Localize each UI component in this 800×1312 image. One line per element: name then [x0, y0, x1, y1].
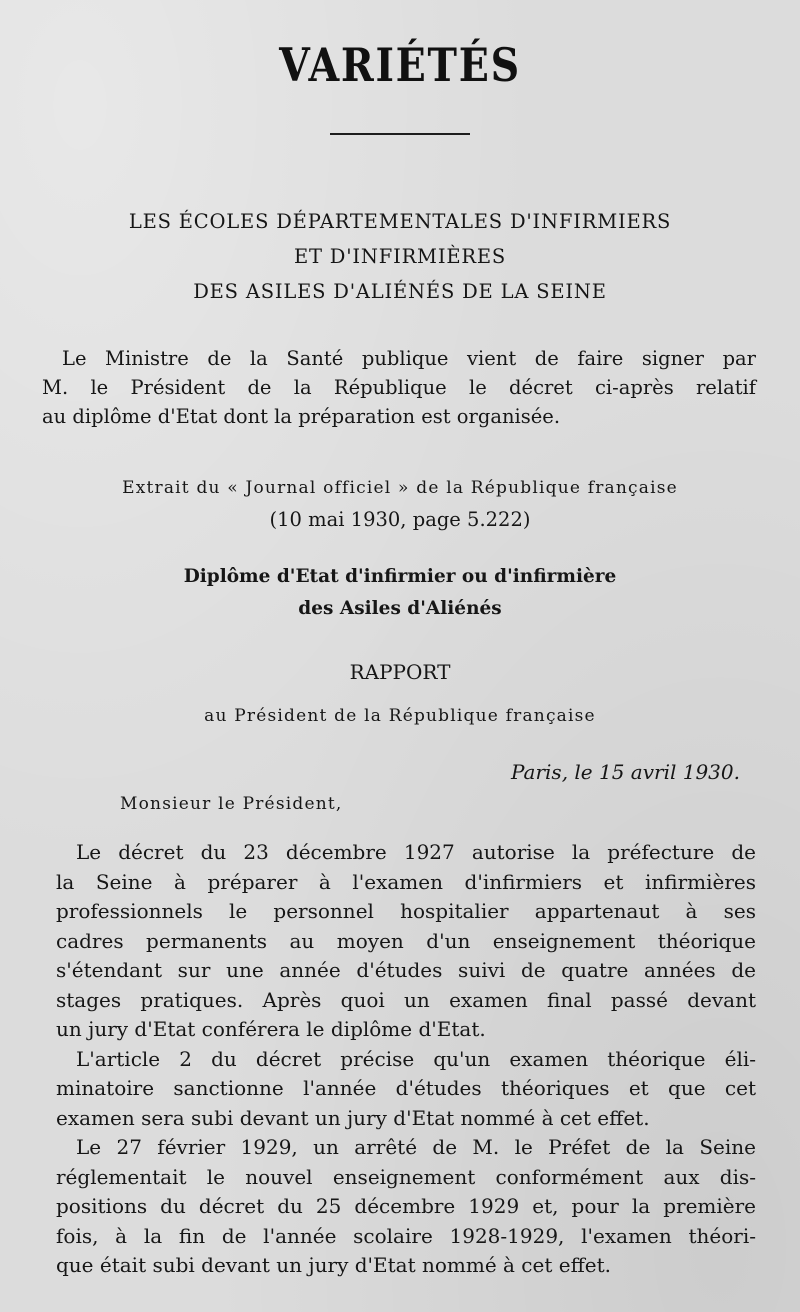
body-line: fois, à la fin de l'année scolaire 1928-1929, l'examen théori- — [56, 1223, 756, 1248]
body-line: un jury d'Etat conférera le diplôme d'Etat. — [56, 1017, 486, 1041]
body-line: réglementait le nouvel enseignement conformément aux dis- — [56, 1164, 756, 1189]
body-paragraph-3 — [56, 1133, 756, 1281]
title-divider — [330, 133, 470, 135]
dateline: Paris, le 15 avril 1930. — [510, 760, 740, 784]
main-heading-line-1: LES ÉCOLES DÉPARTEMENTALES D'INFIRMIERS — [128, 210, 672, 233]
extract-line: Extrait du « Journal officiel » de la République française — [122, 478, 678, 498]
body-line: cadres permanents au moyen d'un enseignement théorique — [56, 928, 756, 953]
body-line: minatoire sanctionne l'année d'études théoriques et que cet — [56, 1076, 756, 1100]
intro-paragraph — [42, 344, 756, 431]
body-line: la Seine à préparer à l'examen d'infirmiers et infirmières — [56, 869, 756, 894]
main-heading-line-3: DES ASILES D'ALIÉNÉS DE LA SEINE — [193, 280, 607, 303]
body-line: positions du décret du 25 décembre 1929 et, pour la première — [56, 1194, 756, 1218]
body-line: s'étendant sur une année d'études suivi de quatre années de — [56, 958, 756, 982]
intro-line: M. le Président de la République le décret ci-après relatif — [42, 376, 756, 399]
report-title: RAPPORT — [349, 660, 451, 684]
body-line: examen sera subi devant un jury d'Etat nommé à cet effet. — [56, 1105, 650, 1130]
intro-line: Le Ministre de la Santé publique vient de faire signer par — [62, 347, 756, 370]
body-line: Le 27 février 1929, un arrêté de M. le Préfet de la Seine — [76, 1135, 756, 1159]
section-title: VARIÉTÉS — [279, 38, 521, 92]
diploma-heading-line-2: des Asiles d'Aliénés — [298, 598, 502, 619]
body-line: que était subi devant un jury d'Etat nommé à cet effet. — [56, 1253, 612, 1277]
body-line: Le décret du 23 décembre 1927 autorise la préfecture de — [76, 840, 756, 864]
salutation: Monsieur le Président, — [120, 794, 343, 814]
intro-line: au diplôme d'Etat dont la préparation est organisée. — [42, 405, 561, 428]
extract-date: (10 mai 1930, page 5.222) — [269, 508, 531, 531]
body-paragraph-1 — [56, 838, 756, 1045]
body-paragraph-2 — [56, 1045, 756, 1134]
body-line: L'article 2 du décret précise qu'un examen théorique éli- — [76, 1046, 756, 1071]
body-line: professionnels le personnel hospitalier appartenaut à ses — [56, 899, 756, 923]
body-line: stages pratiques. Après quoi un examen final passé devant — [56, 987, 756, 1012]
report-subtitle: au Président de la République française — [204, 706, 596, 726]
main-heading-line-2: ET D'INFIRMIÈRES — [293, 245, 507, 268]
diploma-heading-line-1: Diplôme d'Etat d'infirmier ou d'infirmière — [183, 566, 617, 587]
